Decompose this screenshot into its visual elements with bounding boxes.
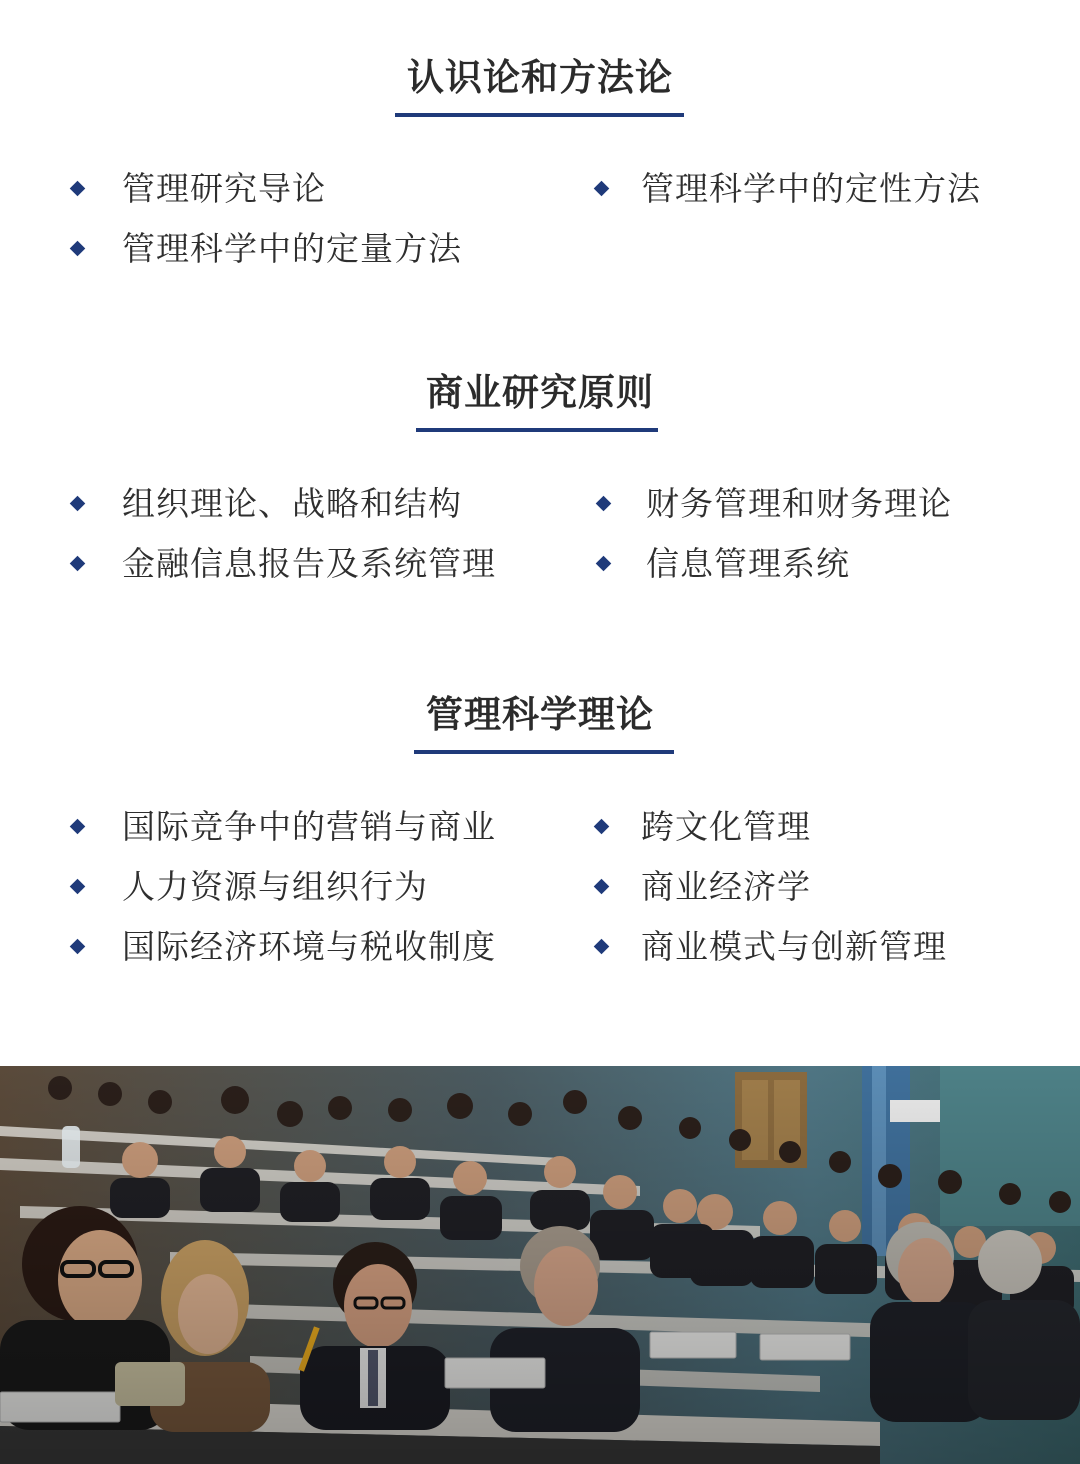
list-item bbox=[72, 802, 552, 852]
diamond-bullet-icon bbox=[70, 879, 86, 895]
section-underline bbox=[395, 113, 684, 117]
list-item-label: 国际经济环境与税收制度 bbox=[122, 927, 496, 966]
list-item-label: 财务管理和财务理论 bbox=[646, 484, 952, 523]
diamond-bullet-icon bbox=[594, 939, 610, 955]
list-item-label: 管理科学中的定性方法 bbox=[641, 169, 981, 208]
diamond-bullet-icon bbox=[596, 556, 612, 572]
list-item-label: 人力资源与组织行为 bbox=[122, 867, 428, 906]
list-item-label: 组织理论、战略和结构 bbox=[122, 484, 462, 523]
section-title-business-research: 商业研究原则 bbox=[426, 371, 654, 414]
list-item bbox=[72, 164, 552, 214]
list-item bbox=[596, 802, 1036, 852]
list-item-label: 国际竞争中的营销与商业 bbox=[122, 807, 496, 846]
lecture-hall-audience-illustration bbox=[0, 1066, 1080, 1464]
diamond-bullet-icon bbox=[594, 181, 610, 197]
section-title-management-science: 管理科学理论 bbox=[426, 693, 654, 736]
list-item bbox=[596, 164, 1036, 214]
list-item-label: 金融信息报告及系统管理 bbox=[122, 544, 496, 583]
diamond-bullet-icon bbox=[70, 819, 86, 835]
list-item-label: 商业模式与创新管理 bbox=[641, 927, 947, 966]
section-underline bbox=[414, 750, 674, 754]
list-item-label: 信息管理系统 bbox=[646, 544, 850, 583]
list-item bbox=[72, 539, 552, 589]
list-item bbox=[596, 862, 1036, 912]
diamond-bullet-icon bbox=[70, 939, 86, 955]
diamond-bullet-icon bbox=[596, 496, 612, 512]
list-item bbox=[598, 479, 1038, 529]
list-item bbox=[72, 224, 552, 274]
list-item bbox=[596, 922, 1036, 972]
list-item-label: 管理科学中的定量方法 bbox=[122, 229, 462, 268]
list-item bbox=[598, 539, 1038, 589]
diamond-bullet-icon bbox=[594, 819, 610, 835]
section-title-epistemology: 认识论和方法论 bbox=[407, 56, 673, 99]
list-item bbox=[72, 479, 552, 529]
list-item-label: 跨文化管理 bbox=[641, 807, 811, 846]
list-item bbox=[72, 862, 552, 912]
diamond-bullet-icon bbox=[70, 181, 86, 197]
lecture-hall-photo bbox=[0, 1066, 1080, 1464]
diamond-bullet-icon bbox=[70, 496, 86, 512]
diamond-bullet-icon bbox=[594, 879, 610, 895]
section-underline bbox=[416, 428, 658, 432]
diamond-bullet-icon bbox=[70, 556, 86, 572]
list-item-label: 商业经济学 bbox=[641, 867, 811, 906]
list-item-label: 管理研究导论 bbox=[122, 169, 326, 208]
list-item bbox=[72, 922, 552, 972]
diamond-bullet-icon bbox=[70, 241, 86, 257]
